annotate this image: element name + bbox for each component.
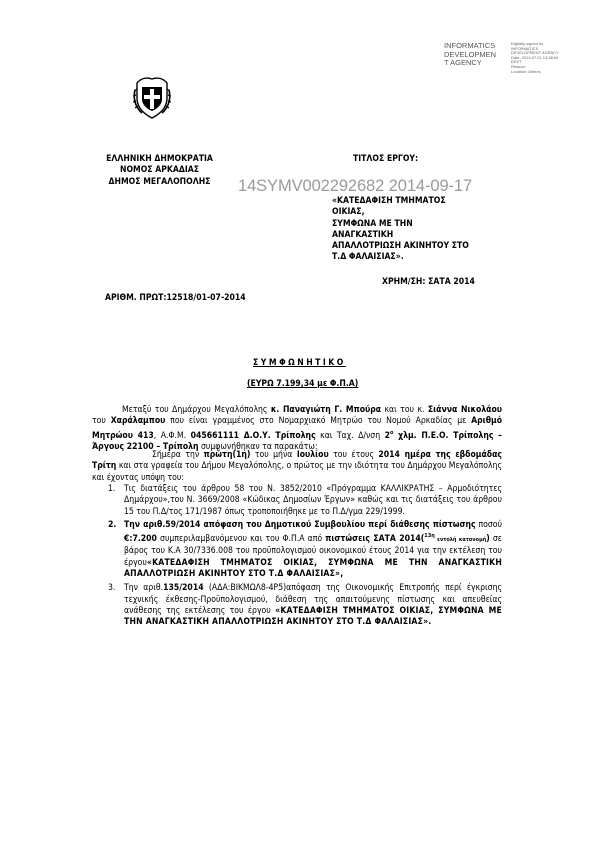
signature-name: INFORMATICS DEVELOPMEN T AGENCY <box>444 41 497 68</box>
signature-details: Digitally signed by INFORMATICS DEVELOPMENT AGENCY Date: 2014.07.01 13:38:04 EEST Reason: Location: Athens <box>511 41 559 74</box>
list-item: 2. Την αριθ.59/2014 απόφαση του Δημοτικού Συμβουλίου περί διάθεσης πίστωσης ποσού €:7.200 συμπεριλαμβανόμενου και του Φ.Π.Α από πιστώσεις ΣΑΤΑ 2014($^{13\eta}$ εντολή κατανομή) σε βάρος του Κ.Α 30/7336.008 του προϋπολογισμού οικονομικού έτους 2014 για την εκτέλεση του έργου«ΚΑΤΕΔΑΦΙΣΗ ΤΜΗΜΑΤΟΣ ΟΙΚΙΑΣ, ΣΥΜΦΩΝΑ ΜΕ ΤΗΝ ΑΝΑΓΚΑΣΤΙΚΗ ΑΠΑΛΛΟΤΡΙΩΣΗ ΑΚΙΝΗΤΟΥ ΣΤΟ Τ.Δ ΦΑΛΑΙΣΙΑΣ», <box>108 519 502 579</box>
header-prefecture: ΝΟΜΟΣ ΑΡΚΑΔΙΑΣ <box>119 165 200 176</box>
list-item: 1. Τις διατάξεις του άρθρου 58 του Ν. 3852/2010 «Πρόγραμμα ΚΑΛΛΙΚΡΑΤΗΣ – Αρμοδιότητες Δημάρχου»,του Ν. 3669/2008 «Κώδικας Δημοσίων Έργων» καθώς και τις διατάξεις του άρθρου 15 του Π.Δ/τος 171/1987 όπως τροποποιήθηκε με το Π.Δ/γμα 229/1999. <box>108 484 502 517</box>
contract-amount: (ΕΥΡΩ 7.199,34 με Φ.Π.Α) <box>247 379 359 389</box>
header-municipality: ΔΗΜΟΣ ΜΕΓΑΛΟΠΟΛΗΣ <box>108 176 211 187</box>
project-title: «ΚΑΤΕΔΑΦΙΣΗ ΤΜΗΜΑΤΟΣ ΟΙΚΙΑΣ, ΣΥΜΦΩΝΑ ΜΕ ΤΗΝ ΑΝΑΓΚΑΣΤΙΚΗ ΑΠΑΛΛΟΤΡΙΩΣΗ ΑΚΙΝΗΤΟΥ ΣΤΟ Τ.Δ ΦΑΛΑΙΣΙΑΣ». <box>332 196 469 263</box>
considerations-list <box>108 484 502 628</box>
list-item: 3. Την αριθ.135/2014 (ΑΔΑ:ΒΙΚΜΩΛ8-4Ρ5)απόφαση της Οικονομικής Επιτροπής περί έγκρισης τεχνικής έκθεσης-Προϋπολογισμού, διάθεση της απαιτούμενης πίστωσης και απευθείας ανάθεσης της εκτέλεσης του έργου «ΚΑΤΕΔΑΦΙΣΗ ΤΜΗΜΑΤΟΣ ΟΙΚΙΑΣ, ΣΥΜΦΩΝΑ ΜΕ ΤΗΝ ΑΝΑΓΚΑΣΤΙΚΗ ΑΠΑΛΛΟΤΡΙΩΣΗ ΑΚΙΝΗΤΟΥ ΣΤΟ Τ.Δ ΦΑΛΑΙΣΙΑΣ». <box>108 583 503 628</box>
intro-paragraph: Μεταξύ του Δημάρχου Μεγαλόπολης κ. Παναγιώτη Γ. Μπούρα και του κ. Σιάννα Νικολάου του Χαράλαμπου που είναι γραμμένος στο Νομαρχιακό Μητρώο του Νομού Αρκαδίας με Αριθμό Μητρώου 413, Α.Φ.Μ. 045661111 Δ.Ο.Υ. Τρίπολης και Ταχ. Δ/νση $2^o$ χλμ. Π.Ε.Ο. Τρίπολης – Άργους 22100 – Τρίπολη συμφωνήθηκαν τα παρακάτω: <box>92 405 503 452</box>
project-label: ΤΙΤΛΟΣ ΕΡΓΟΥ: <box>353 154 419 164</box>
coat-of-arms-emblem <box>133 74 171 120</box>
document-title: ΣΥΜΦΩΝΗΤΙΚΟ <box>253 358 346 368</box>
issuer-header <box>92 154 227 188</box>
date-paragraph: Σήμερα την πρώτη(1η) του μήνα Ιουλίου του έτους 2014 ημέρα της εβδομάδας Τρίτη και στα γραφεία του Δήμου Μεγαλόπολης, ο πρώτος με την ιδιότητα του Δημάρχου Μεγαλόπολης και έχοντας υπόψη του: <box>92 450 502 483</box>
ada-stamp: 14SYMV002292682 2014-09-17 <box>238 177 473 195</box>
protocol-number: ΑΡΙΘΜ. ΠΡΩΤ:12518/01-07-2014 <box>105 293 246 303</box>
digital-signature <box>444 42 579 72</box>
financing-source: ΧΡΗΜ/ΣΗ: ΣΑΤΑ 2014 <box>382 277 475 287</box>
header-country: ΕΛΛΗΝΙΚΗ ΔΗΜΟΚΡΑΤΙΑ <box>106 154 213 164</box>
